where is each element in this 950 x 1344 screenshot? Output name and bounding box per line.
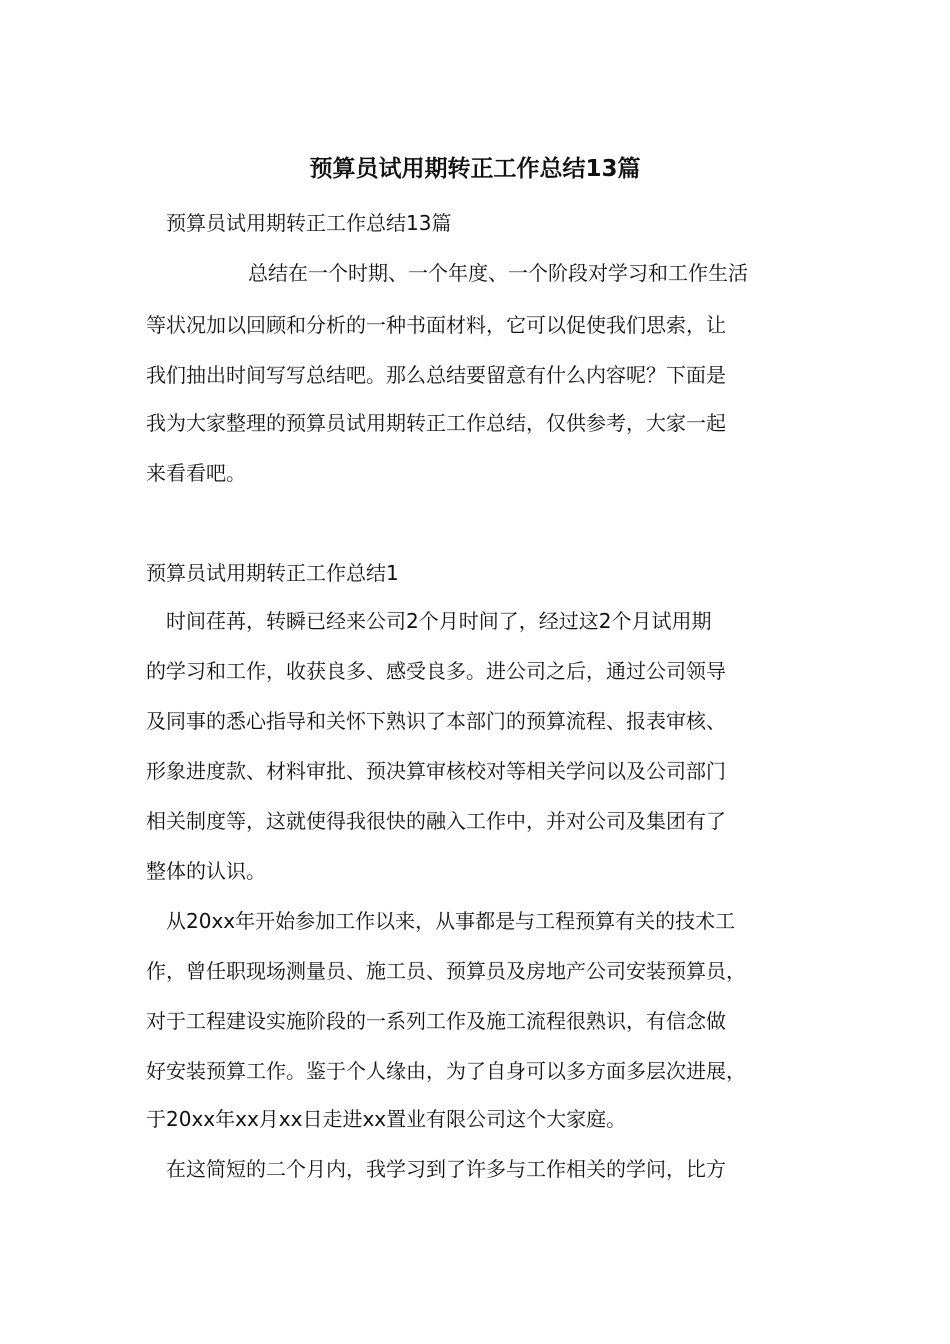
intro-line: 等状况加以回顾和分析的一种书面材料，它可以促使我们思索，让 xyxy=(146,313,726,337)
paragraph-line: 形象进度款、材料审批、预决算审核校对等相关学问以及公司部门 xyxy=(146,759,726,783)
paragraph-line: 在这简短的二个月内，我学习到了许多与工作相关的学问，比方 xyxy=(166,1157,726,1181)
paragraph-line: 从20xx年开始参加工作以来，从事都是与工程预算有关的技术工 xyxy=(166,909,736,933)
paragraph-line: 作，曾任职现场测量员、施工员、预算员及房地产公司安装预算员， xyxy=(146,959,746,983)
paragraph-line: 好安装预算工作。鉴于个人缘由，为了自身可以多方面多层次进展， xyxy=(146,1059,746,1083)
intro-line: 来看看吧。 xyxy=(146,461,246,485)
intro-line: 我为大家整理的预算员试用期转正工作总结，仅供参考，大家一起 xyxy=(146,411,726,435)
paragraph-line: 的学习和工作，收获良多、感受良多。进公司之后，通过公司领导 xyxy=(146,659,726,683)
paragraph-line: 整体的认识。 xyxy=(146,859,266,883)
paragraph-line: 及同事的悉心指导和关怀下熟识了本部门的预算流程、报表审核、 xyxy=(146,709,726,733)
section-heading: 预算员试用期转正工作总结1 xyxy=(146,561,399,585)
intro-line: 我们抽出时间写写总结吧。那么总结要留意有什么内容呢？下面是 xyxy=(146,363,726,387)
paragraph-line: 对于工程建设实施阶段的一系列工作及施工流程很熟识，有信念做 xyxy=(146,1009,726,1033)
paragraph-line: 时间荏苒，转瞬已经来公司2个月时间了，经过这2个月试用期 xyxy=(166,609,712,633)
intro-line: 总结在一个时期、一个年度、一个阶段对学习和工作生活 xyxy=(248,261,748,285)
document-title: 预算员试用期转正工作总结13篇 xyxy=(309,156,641,182)
paragraph-line: 于20xx年xx月xx日走进xx置业有限公司这个大家庭。 xyxy=(146,1107,627,1131)
document-subtitle: 预算员试用期转正工作总结13篇 xyxy=(166,211,452,235)
paragraph-line: 相关制度等，这就使得我很快的融入工作中，并对公司及集团有了 xyxy=(146,809,726,833)
